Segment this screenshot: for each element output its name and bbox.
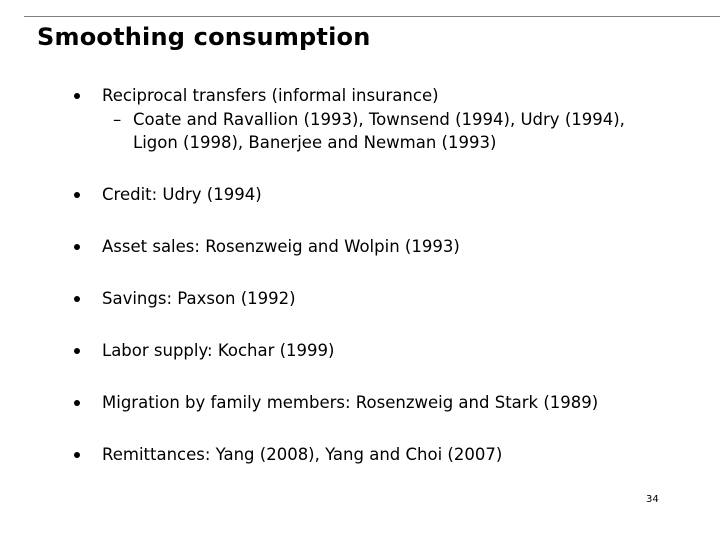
bullet-text: Asset sales: Rosenzweig and Wolpin (1993) — [102, 237, 460, 256]
title-divider — [24, 16, 720, 17]
bullet-icon — [74, 244, 80, 250]
bullet-icon — [74, 192, 80, 198]
bullet-icon — [74, 296, 80, 302]
bullet-text: Labor supply: Kochar (1999) — [102, 341, 335, 360]
dash-icon: – — [113, 110, 122, 129]
page-number: 34 — [646, 494, 659, 505]
bullet-text: Savings: Paxson (1992) — [102, 289, 296, 308]
bullet-text: Credit: Udry (1994) — [102, 185, 262, 204]
bullet-text: Reciprocal transfers (informal insurance) — [102, 86, 439, 105]
bullet-icon — [74, 452, 80, 458]
bullet-icon — [74, 93, 80, 99]
bullet-icon — [74, 348, 80, 354]
bullet-text: Migration by family members: Rosenzweig and Stark (1989) — [102, 393, 599, 412]
bullet-text: Remittances: Yang (2008), Yang and Choi (2007) — [102, 445, 503, 464]
slide-title: Smoothing consumption — [37, 23, 371, 51]
sub-item-text: Coate and Ravallion (1993), Townsend (1994), Udry (1994), Ligon (1998), Banerjee and Newman (1993) — [133, 110, 625, 152]
bullet-icon — [74, 400, 80, 406]
